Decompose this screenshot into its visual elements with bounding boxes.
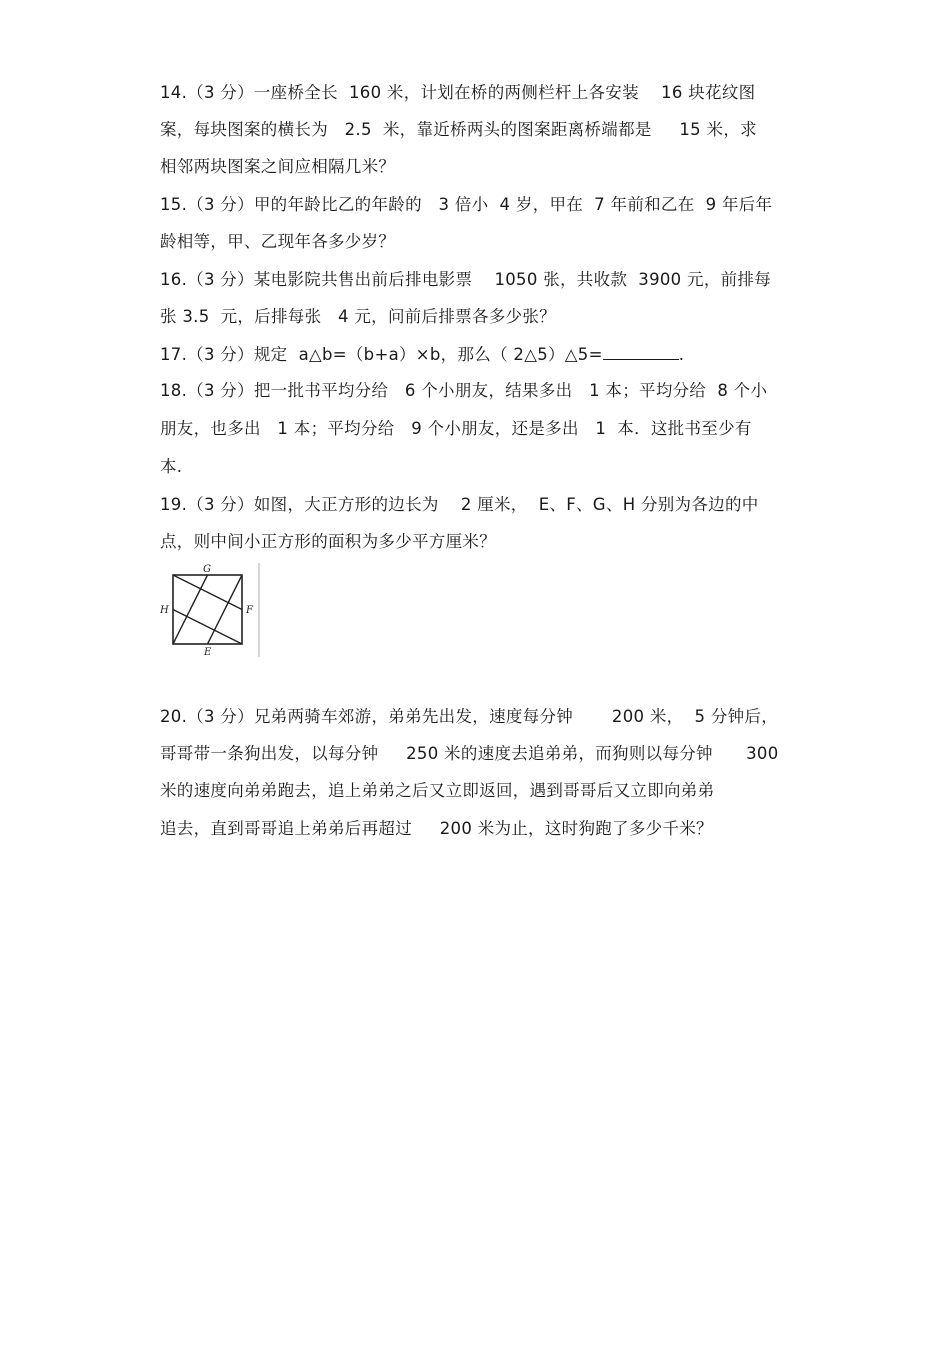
q18-line-2: 朋友，也多出 1 本；平均分给 9 个小朋友，还是多出 1 本．这批书至少有	[160, 419, 752, 438]
q14-line-1: 14.（3 分）一座桥全长 160 米，计划在桥的两侧栏杆上各安装 16 块花纹图	[160, 83, 756, 102]
square-figure	[155, 560, 265, 660]
label-h: H	[160, 605, 169, 616]
diagonal-line-1	[173, 575, 208, 644]
answer-blank	[603, 343, 679, 360]
q20-line-1: 20.（3 分）兄弟两骑车郊游，弟弟先出发，速度每分钟 200 米， 5 分钟后，	[160, 707, 779, 726]
big-square	[173, 575, 242, 644]
q16-line-2: 张 3.5 元，后排每张 4 元，问前后排票各多少张？	[160, 307, 556, 326]
diagonal-line-4	[173, 610, 242, 645]
q14-line-2: 案，每块图案的横长为 2.5 米，靠近桥两头的图案距离桥端都是 15 米，求	[160, 120, 757, 139]
label-g: G	[203, 564, 211, 575]
q16-line-1: 16.（3 分）某电影院共售出前后排电影票 1050 张，共收款 3900 元，前排每	[160, 270, 772, 289]
q17-suffix: .	[678, 345, 685, 364]
q20-line-2: 哥哥带一条狗出发，以每分钟 250 米的速度去追弟弟，而狗则以每分钟 300	[160, 744, 779, 763]
q18-line-3: 本.	[160, 457, 183, 476]
q14-line-3: 相邻两块图案之间应相隔几米？	[160, 157, 396, 176]
q20-line-4: 追去，直到哥哥追上弟弟后再超过 200 米为止，这时狗跑了多少千米？	[160, 819, 713, 838]
diagonal-line-2	[173, 575, 242, 610]
diagonal-line-3	[208, 575, 243, 644]
q17-text: 17.（3 分）规定 a△b=（b+a）×b，那么（ 2△5）△5=	[160, 345, 603, 364]
q15-line-1: 15.（3 分）甲的年龄比乙的年龄的 3 倍小 4 岁，甲在 7 年前和乙在 9 年后年	[160, 195, 773, 214]
label-e: E	[204, 647, 212, 658]
q17-line	[160, 343, 684, 366]
label-f: F	[246, 605, 253, 616]
q19-line-1: 19.（3 分）如图，大正方形的边长为 2 厘米， E、F、G、H 分别为各边的中	[160, 495, 759, 514]
q19-line-2: 点，则中间小正方形的面积为多少平方厘米？	[160, 532, 496, 551]
q15-line-2: 龄相等，甲、乙现年各多少岁？	[160, 232, 396, 251]
q20-line-3: 米的速度向弟弟跑去，追上弟弟之后又立即返回，遇到哥哥后又立即向弟弟	[160, 781, 715, 800]
q18-line-1: 18.（3 分）把一批书平均分给 6 个小朋友，结果多出 1 本；平均分给 8 个小	[160, 381, 768, 400]
